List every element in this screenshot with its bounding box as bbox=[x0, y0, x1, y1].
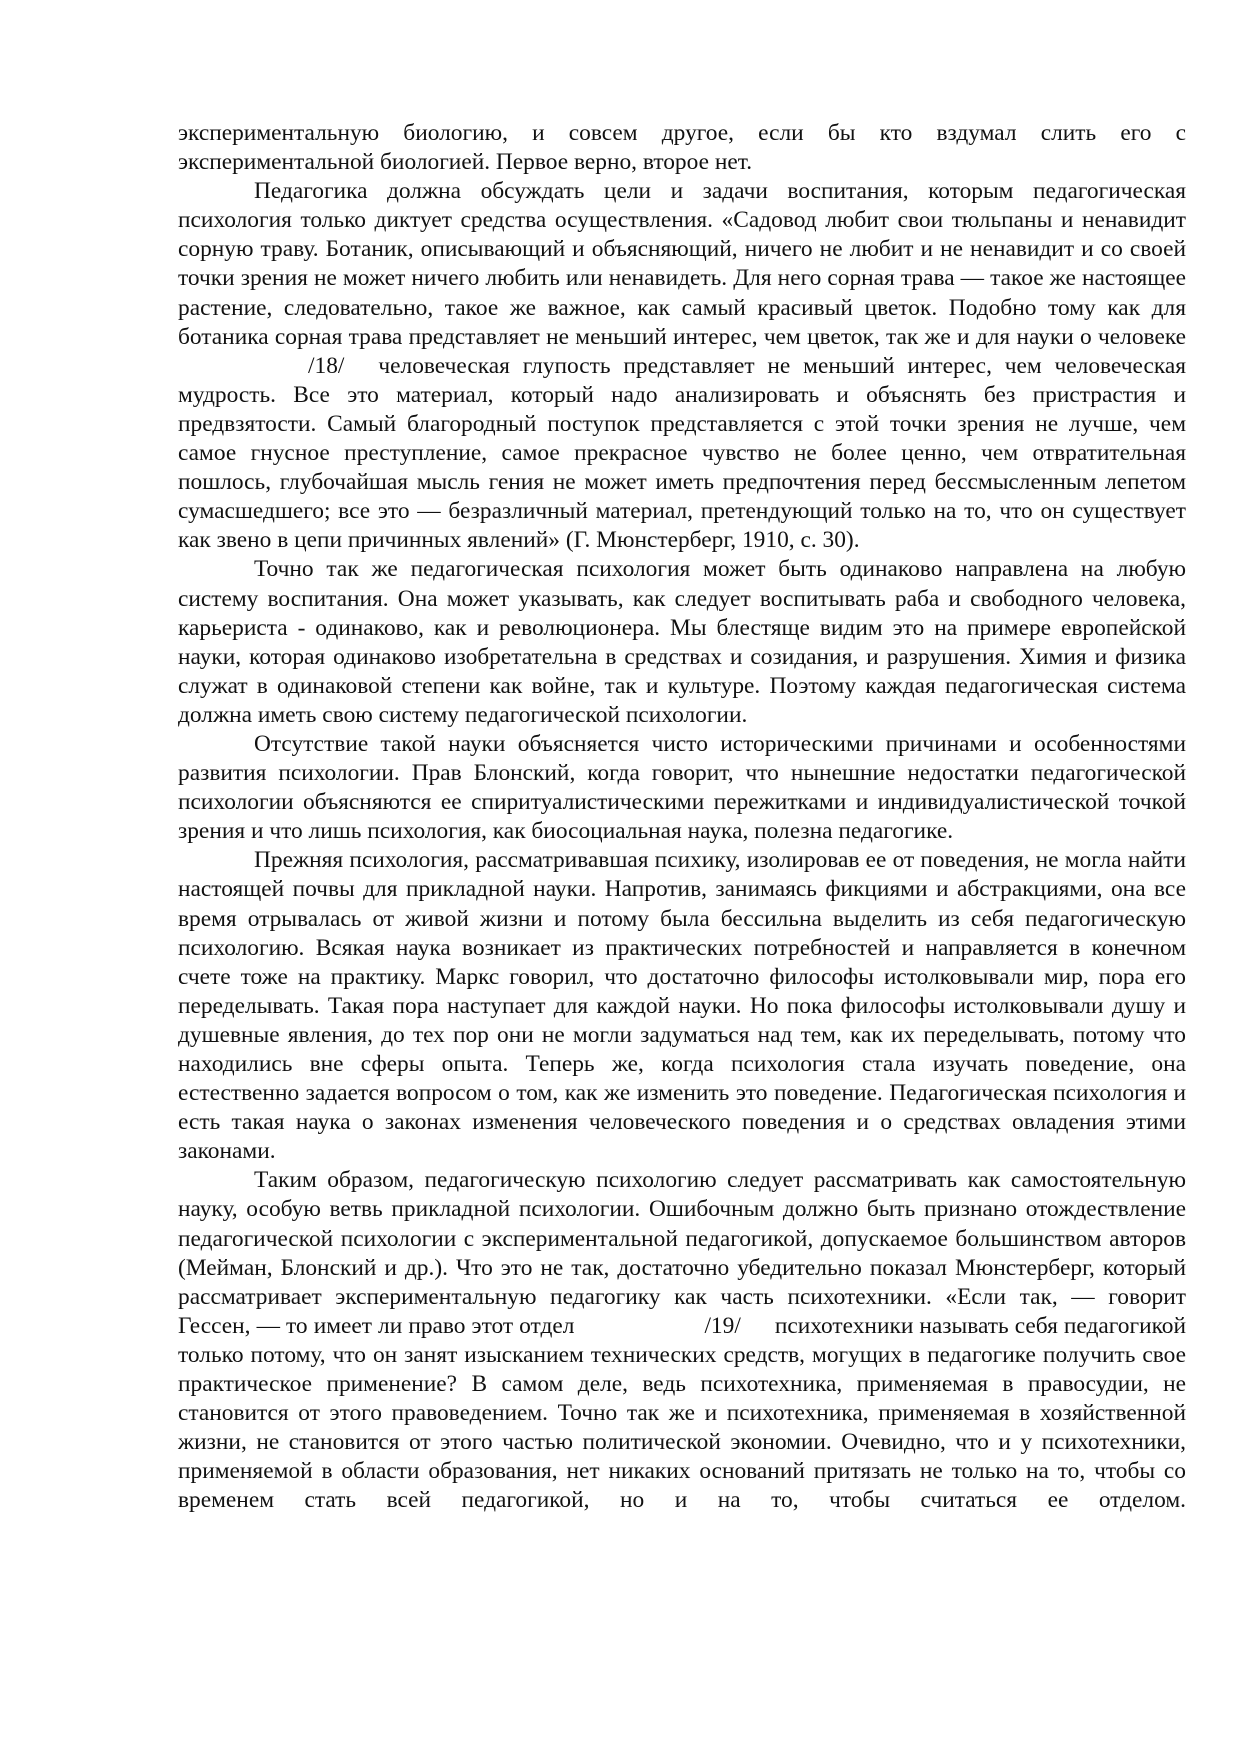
paragraph-independent-science bbox=[178, 1166, 1186, 1515]
paragraph-text-part: Педагогика должна обсуждать цели и задачи воспитания, которым педагогическая психология только диктует средства осуществления. «Садовод любит свои тюльпаны и ненавидит сорную траву. Ботаник, описывающий и объясняющий, ничего не любит и не ненавидит и со своей точки зрения не может ничего любить или ненавидеть. Для него сорная трава — такое же настоящее растение, следовательно, такое же важное, как самый красивый цветок. Подобно тому как для ботаника сорная трава представляет не меньший интерес, чем цветок, так же и для науки о человеке bbox=[178, 178, 1186, 350]
page-marker-18: /18/ bbox=[308, 352, 345, 379]
paragraph-former-psychology: Прежняя психология, рассматривавшая психику, изолировав ее от поведения, не могла найти настоящей почвы для прикладной науки. Напротив, занимаясь фикциями и абстракциями, она все время отрывалась от живой жизни и потому была бессильна выделить из себя педагогическую психологию. Всякая наука возникает из практических потребностей и направляется в конечном счете тоже на практику. Маркс говорил, что достаточно философы истолковывали мир, пора его переделывать. Такая пора наступает для каждой науки. Но пока философы истолковывали душу и душевные явления, до тех пор они не могли задуматься над тем, как их переделывать, потому что находились вне сферы опыта. Теперь же, когда психология стала изучать поведение, она естественно задается вопросом о том, как же изменить это поведение. Педагогическая психология и есть такая наука о законах изменения человеческого поведения и о средствах овладения этими законами. bbox=[178, 847, 1186, 1165]
page-marker-19: /19/ bbox=[704, 1312, 741, 1339]
paragraph-education-systems: Точно так же педагогическая психология может быть одинаково направлена на любую систему воспитания. Она может указывать, как следует воспитывать раба и свободного человека, карьериста - одинаково, как и революционера. Мы блестяще видим это на примере европейской науки, которая одинаково изобретательна в средствах и созидания, и разрушения. Химия и физика служат в одинаковой степени как войне, так и культуре. Поэтому каждая педагогическая система должна иметь свою систему педагогической психологии. bbox=[178, 556, 1186, 728]
paragraph-continuation: экспериментальную биологию, и совсем другое, если бы кто вздумал слить его с экспериментальной биологией. Первое верно, второе нет. bbox=[178, 120, 1186, 176]
paragraph-text-part: человеческая глупость представляет не меньший интерес, чем человеческая мудрость. Все это материал, который надо анализировать и объяснять без пристрастия и предвзятости. Самый благородный поступок представляется с этой точки зрения не лучше, чем самое гнусное преступление, самое прекрасное чувство не более ценно, чем отвратительная пошлось, глубочайшая мысль гения не может иметь предпочтения перед бессмысленным лепетом сумасшедшего; все это — безразличный материал, претендующий только на то, что он существует как звено в цепи причинных явлений» (Г. Мюнстерберг, 1910, с. 30). bbox=[178, 352, 1186, 554]
paragraph-text-part: психотехники называть себя педагогикой только потому, что он занят изысканием технических средств, могущих в педагогике получить свое практическое применение? В самом деле, ведь психотехника, применяемая в правосудии, не становится от этого правоведением. Точно так же и психотехника, применяемая в хозяйственной жизни, не становится от этого частью политической экономии. Очевидно, что и у психотехники, применяемой в области образования, нет никаких оснований притязать не только на то, чтобы со временем стать всей педагогикой, но и на то, чтобы считаться ее отделом. bbox=[178, 1312, 1186, 1514]
paragraph-text-part: Таким образом, педагогическую психологию следует рассматривать как самостоятельную науку, особую ветвь прикладной психологии. Ошибочным должно быть признано отождествление педагогической психологии с экспериментальной педагогикой, допускаемое большинством авторов (Мейман, Блонский и др.). Что это не так, достаточно убедительно показал Мюнстерберг, который рассматривает экспериментальную педагогику как часть психотехники. «Если так, — говорит Гессен, — то имеет ли право этот отдел bbox=[178, 1167, 1186, 1339]
paragraph-absence-of-science: Отсутствие такой науки объясняется чисто историческими причинами и особенностями развития психологии. Прав Блонский, когда говорит, что нынешние недостатки педагогической психологии объясняются ее спиритуалистическими пережитками и индивидуалистической точкой зрения и что лишь психология, как биосоциальная наука, полезна педагогике. bbox=[178, 730, 1186, 845]
paragraph-pedagogy-goals bbox=[178, 177, 1186, 555]
document-page bbox=[178, 119, 1186, 1516]
